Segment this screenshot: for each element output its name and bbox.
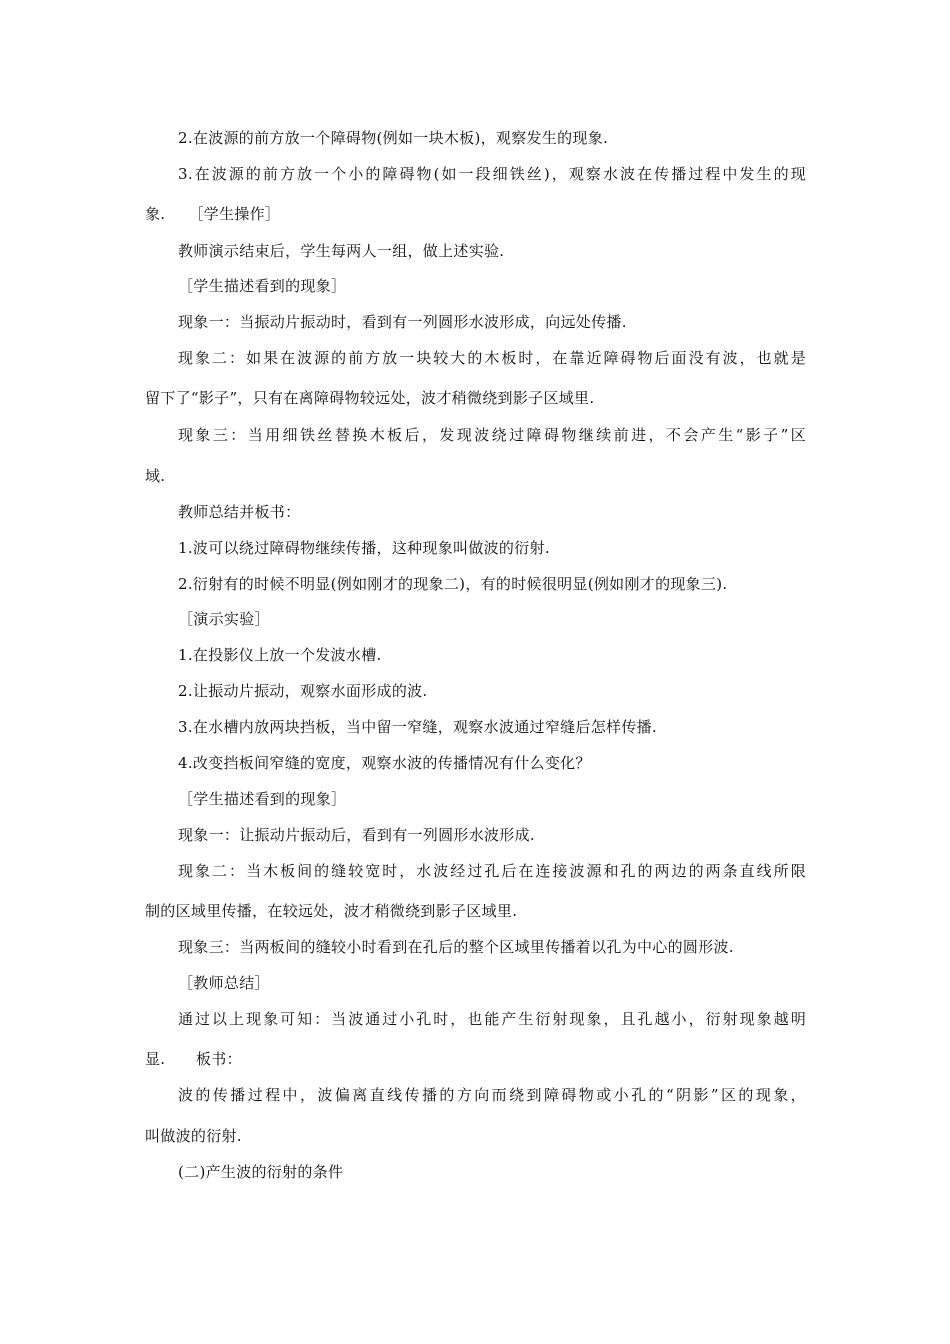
text-line: 域. bbox=[145, 467, 166, 485]
section-heading: (二)产生波的衍射的条件 bbox=[178, 1163, 344, 1181]
section-heading: ［教师总结］ bbox=[178, 974, 270, 992]
text-line: 3.在波源的前方放一个小的障碍物(如一段细铁丝)，观察水波在传播过程中发生的现 bbox=[178, 165, 806, 183]
section-heading: ［学生描述看到的现象］ bbox=[178, 790, 347, 808]
text-line: 现象二：当木板间的缝较宽时，水波经过孔后在连接波源和孔的两边的两条直线所限 bbox=[178, 862, 806, 880]
text-line: 现象二：如果在波源的前方放一块较大的木板时，在靠近障碍物后面没有波，也就是 bbox=[178, 349, 806, 367]
text-line: 显. 板书： bbox=[145, 1050, 242, 1068]
text-line: 2.在波源的前方放一个障碍物(例如一块木板)，观察发生的现象. bbox=[178, 129, 609, 147]
text-line: 1.波可以绕过障碍物继续传播，这种现象叫做波的衍射. bbox=[178, 539, 550, 557]
text-line: 2.衍射有的时候不明显(例如刚才的现象二)，有的时候很明显(例如刚才的现象三). bbox=[178, 575, 728, 593]
text-line: 波的传播过程中，波偏离直线传播的方向而绕到障碍物或小孔的“阴影”区的现象， bbox=[178, 1086, 806, 1104]
text-line: 现象一：当振动片振动时，看到有一列圆形水波形成，向远处传播. bbox=[178, 313, 627, 331]
text-line: 教师总结并板书： bbox=[178, 503, 301, 521]
text-line: 1.在投影仪上放一个发波水槽. bbox=[178, 646, 382, 664]
text-line: 叫做波的衍射. bbox=[145, 1127, 242, 1145]
text-line: 留下了“影子”，只有在离障碍物较远处，波才稍微绕到影子区域里. bbox=[145, 389, 595, 407]
text-line: 现象三：当两板间的缝较小时看到在孔后的整个区域里传播着以孔为中心的圆形波. bbox=[178, 938, 734, 956]
text-line: 2.让振动片振动，观察水面形成的波. bbox=[178, 682, 428, 700]
text-line: 象. ［学生操作］ bbox=[145, 205, 281, 223]
text-line: 4.改变挡板间窄缝的宽度，观察水波的传播情况有什么变化？ bbox=[178, 754, 591, 772]
text-line: 通过以上现象可知：当波通过小孔时，也能产生衍射现象，且孔越小，衍射现象越明 bbox=[178, 1010, 806, 1028]
text-line: 现象一：让振动片振动后，看到有一列圆形水波形成. bbox=[178, 826, 535, 844]
text-line: 制的区域里传播，在较远处，波才稍微绕到影子区域里. bbox=[145, 902, 518, 920]
text-line: 教师演示结束后，学生每两人一组，做上述实验. bbox=[178, 242, 505, 260]
section-heading: ［学生描述看到的现象］ bbox=[178, 277, 347, 295]
text-line: 3.在水槽内放两块挡板，当中留一窄缝，观察水波通过窄缝后怎样传播. bbox=[178, 718, 657, 736]
text-line: 现象三：当用细铁丝替换木板后，发现波绕过障碍物继续前进，不会产生“影子”区 bbox=[178, 426, 806, 444]
section-heading: ［演示实验］ bbox=[178, 610, 270, 628]
